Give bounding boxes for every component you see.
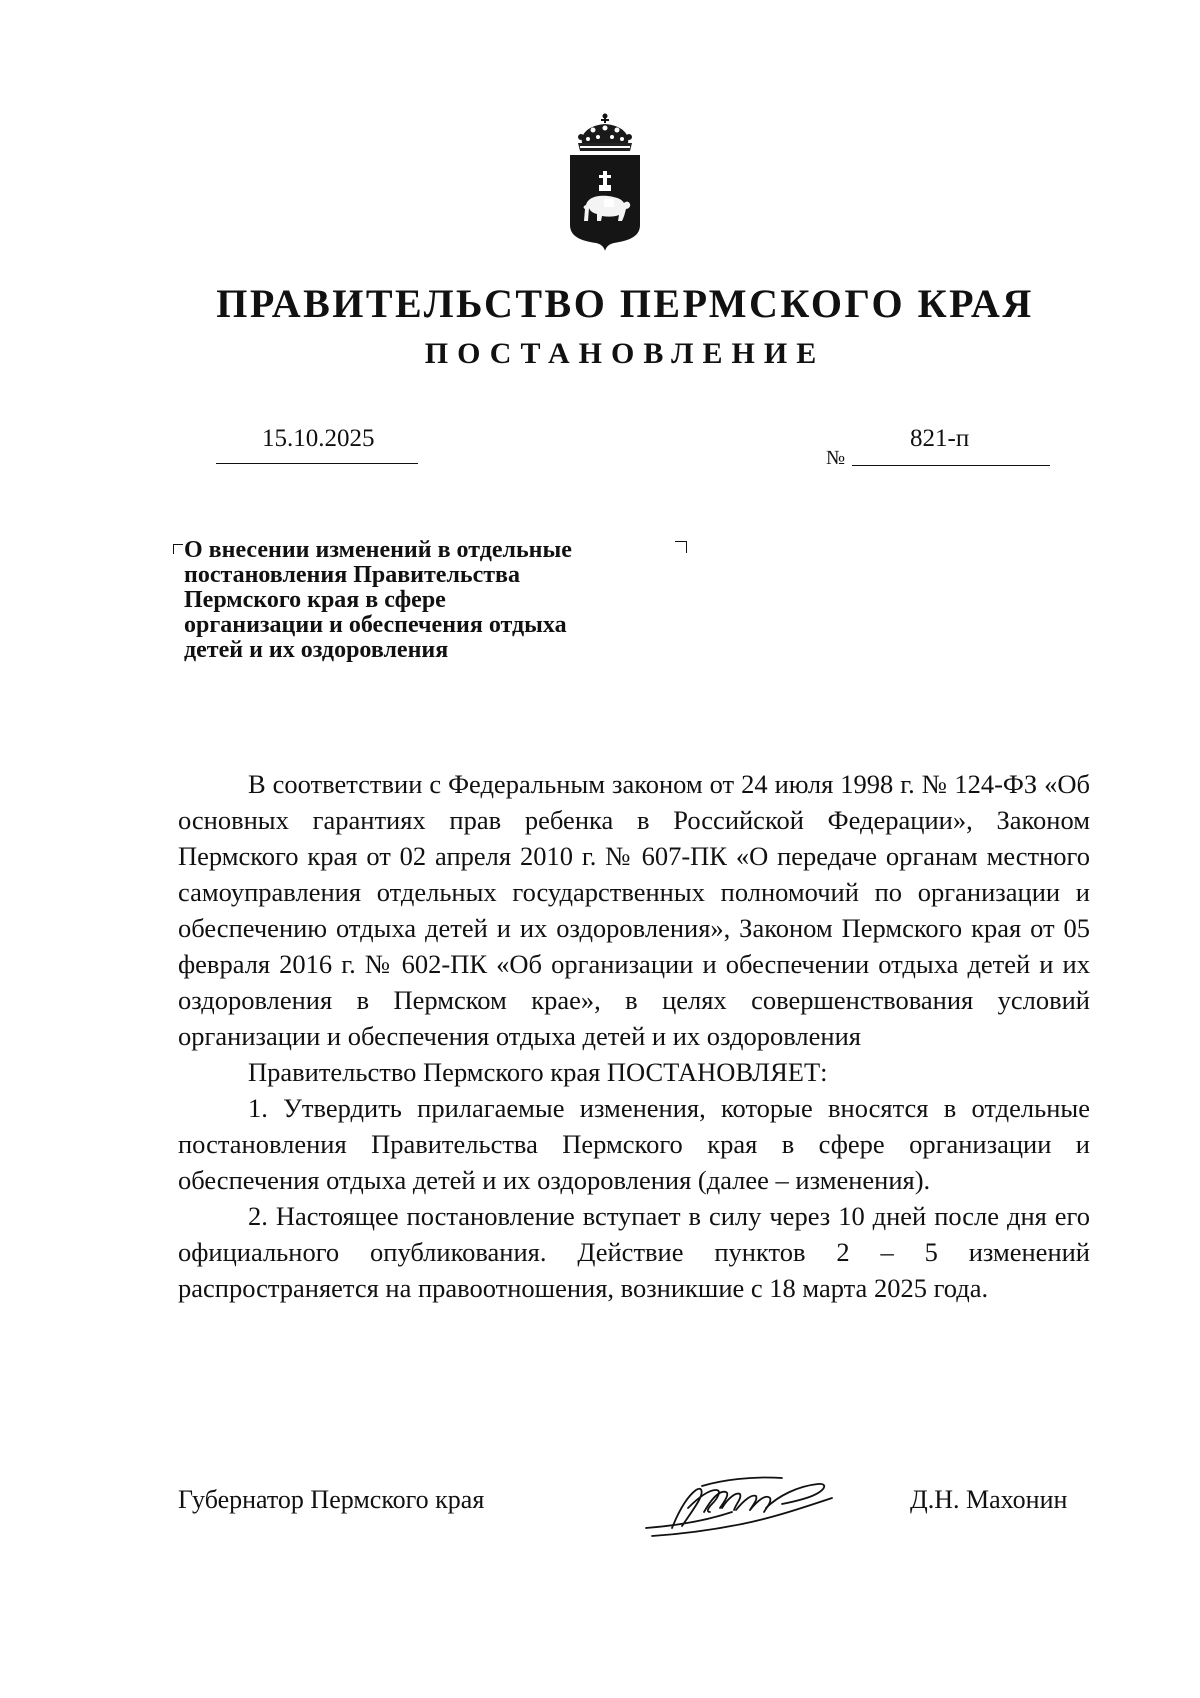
clause-1-paragraph: 1. Утвердить прилагаемые изменения, которые вносятся в отдельные постановления Правительства Пермского края в сфере организации и обеспечения отдыха детей и их оздоровления (далее – изменения). xyxy=(178,1093,1090,1195)
subject-line: организации и обеспечения отдыха xyxy=(184,612,567,638)
subject-line: постановления Правительства xyxy=(184,562,520,588)
signatory-title: Губернатор Пермского края xyxy=(178,1485,485,1514)
preamble-paragraph: В соответствии с Федеральным законом от 24 июля 1998 г. № 124-ФЗ «Об основных гарантиях прав ребенка в Российской Федерации», Законом Пермского края от 02 апреля 2010 г. № 607-ПК «О передаче органам местного самоуправления отдельных государственных полномочий по организации и обеспечению отдыха детей и их оздоровления», Законом Пермского края от 05 февраля 2016 г. № 602-ПК «Об организации и обеспечении отдыха детей и их оздоровления в Пермском крае», в целях совершенствования условий организации и обеспечения отдыха детей и их оздоровления xyxy=(178,769,1090,1051)
subject-line: детей и их оздоровления xyxy=(184,637,449,663)
subject-line: Пермского края в сфере xyxy=(184,587,446,613)
subject-corner-left xyxy=(173,544,183,554)
signatory-name: Д.Н. Махонин xyxy=(910,1485,1068,1514)
document-body xyxy=(178,766,1090,1306)
clause-2-paragraph: 2. Настоящее постановление вступает в силу через 10 дней после дня его официального опубликования. Действие пунктов 2 – 5 изменений распространяется на правоотношения, возникшие с 18 марта 2025 года. xyxy=(178,1201,1090,1303)
perm-krai-coat-of-arms-icon xyxy=(568,113,642,263)
document-type-title: ПОСТАНОВЛЕНИЕ xyxy=(424,337,826,370)
document-date: 15.10.2025 xyxy=(262,425,375,452)
number-underline xyxy=(852,465,1050,466)
date-underline xyxy=(216,463,418,464)
organization-title: ПРАВИТЕЛЬСТВО ПЕРМСКОГО КРАЯ xyxy=(216,281,1034,326)
number-sign: № xyxy=(826,447,846,469)
resolution-statement: Правительство Пермского края ПОСТАНОВЛЯЕТ: xyxy=(248,1057,828,1087)
handwritten-signature-icon xyxy=(642,1468,848,1544)
subject-line: О внесении изменений в отдельные xyxy=(184,537,572,563)
document-subject xyxy=(184,538,704,663)
document-number: 821-п xyxy=(910,425,970,452)
